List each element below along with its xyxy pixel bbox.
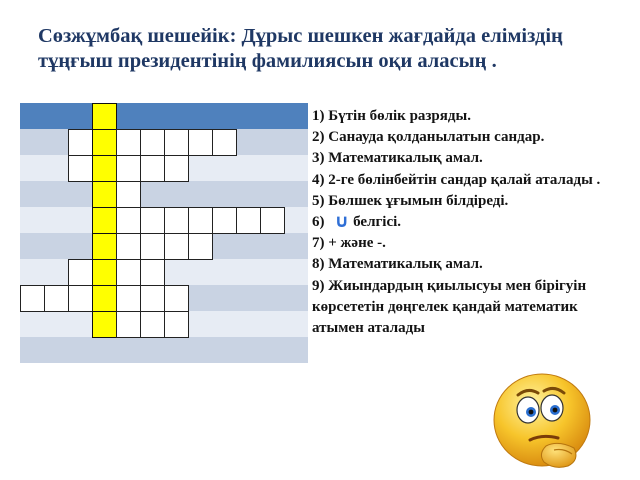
clue-list: [312, 106, 632, 339]
answer-cell[interactable]: [116, 259, 141, 286]
answer-cell[interactable]: [212, 207, 237, 234]
answer-cell[interactable]: [68, 155, 93, 182]
answer-cell[interactable]: [68, 259, 93, 286]
keyword-cell[interactable]: [92, 181, 117, 208]
answer-cell[interactable]: [164, 207, 189, 234]
answer-cell[interactable]: [140, 311, 165, 338]
clue-1: 1) Бүтін бөлік разряды.: [312, 108, 471, 124]
answer-cell[interactable]: [212, 129, 237, 156]
answer-cell[interactable]: [116, 285, 141, 312]
answer-cell[interactable]: [164, 233, 189, 260]
slide-title: Сөзжұмбақ шешейік: Дұрыс шешкен жағдайда еліміздің тұңғыш президентінің фамилиясын оқи аласың .: [38, 25, 563, 72]
answer-cell[interactable]: [20, 285, 45, 312]
clue-number: 6): [312, 214, 325, 231]
answer-cell[interactable]: [140, 233, 165, 260]
keyword-cell[interactable]: [92, 285, 117, 312]
keyword-cell[interactable]: [92, 103, 117, 130]
answer-cell[interactable]: [140, 259, 165, 286]
grid-row-band: [20, 337, 308, 363]
answer-cell[interactable]: [116, 155, 141, 182]
answer-cell[interactable]: [164, 311, 189, 338]
keyword-cell[interactable]: [92, 155, 117, 182]
clue-7: 7) + және -.: [312, 235, 386, 252]
answer-cell[interactable]: [140, 129, 165, 156]
answer-cell[interactable]: [188, 207, 213, 234]
answer-cell[interactable]: [164, 129, 189, 156]
union-symbol-icon: ∪: [334, 211, 350, 233]
answer-cell[interactable]: [164, 155, 189, 182]
answer-cell[interactable]: [140, 207, 165, 234]
answer-cell[interactable]: [188, 233, 213, 260]
clue-8: 8) Математикалық амал.: [312, 256, 483, 273]
answer-cell[interactable]: [140, 285, 165, 312]
thinking-smiley-icon: [484, 368, 596, 472]
clue-3: 3) Математикалық амал.: [312, 150, 483, 167]
answer-cell[interactable]: [116, 207, 141, 234]
clue-9: 9) Жиындардың қиылысуы мен бірігуін көрсететін дөңгелек қандай математик атымен аталады: [312, 277, 587, 337]
answer-cell[interactable]: [116, 129, 141, 156]
crossword-grid: [20, 103, 310, 341]
keyword-cell[interactable]: [92, 233, 117, 260]
keyword-cell[interactable]: [92, 311, 117, 338]
clue-5: 5) Бөлшек ұғымын білдіреді.: [312, 192, 509, 209]
answer-cell[interactable]: [116, 311, 141, 338]
answer-cell[interactable]: [116, 233, 141, 260]
clue-4: 4) 2-ге бөлінбейтін сандар қалай аталады .: [312, 171, 601, 188]
answer-cell[interactable]: [140, 155, 165, 182]
answer-cell[interactable]: [44, 285, 69, 312]
answer-cell[interactable]: [68, 129, 93, 156]
answer-cell[interactable]: [188, 129, 213, 156]
clue-2: 2) Санауда қолданылатын сандар.: [312, 129, 545, 146]
clue-text: белгісі.: [353, 214, 402, 231]
keyword-cell[interactable]: [92, 129, 117, 156]
keyword-cell[interactable]: [92, 207, 117, 234]
grid-row-band: [20, 181, 308, 207]
answer-cell[interactable]: [236, 207, 261, 234]
answer-cell[interactable]: [164, 285, 189, 312]
grid-header-band: [20, 103, 308, 129]
answer-cell[interactable]: [260, 207, 285, 234]
answer-cell[interactable]: [68, 285, 93, 312]
clue-6: [312, 212, 632, 233]
answer-cell[interactable]: [116, 181, 141, 208]
keyword-cell[interactable]: [92, 259, 117, 286]
